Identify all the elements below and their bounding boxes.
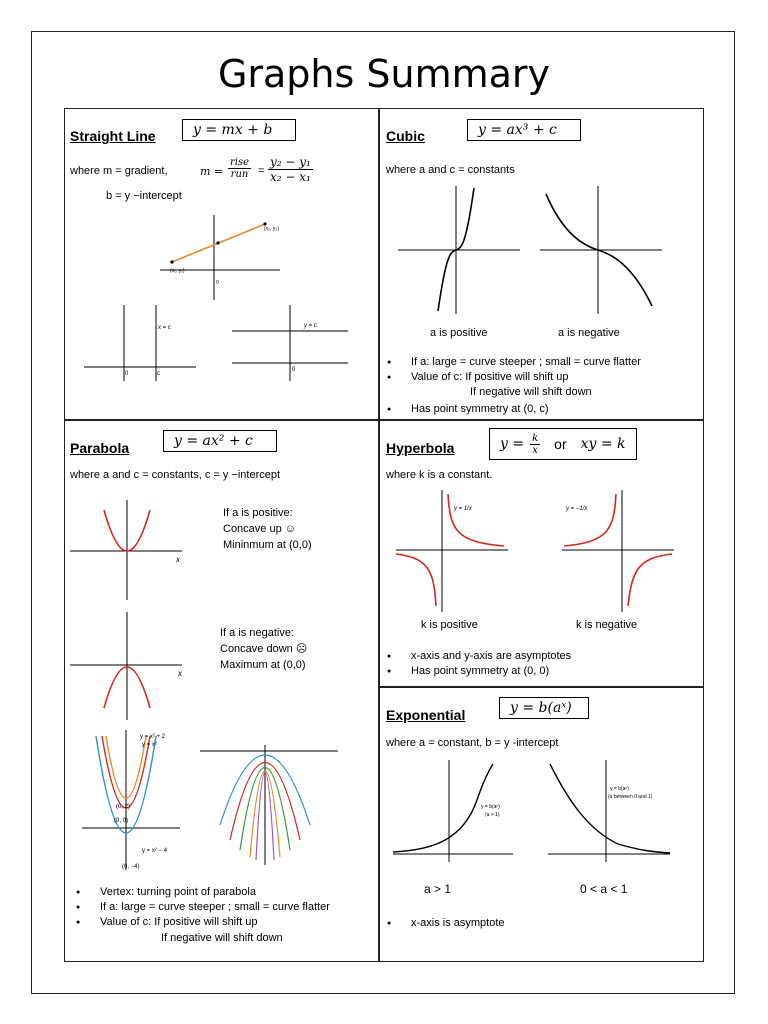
gradient-fraction: [268, 155, 313, 184]
parabola-note-2: ● If a: large = curve steeper ; small = curve flatter: [76, 900, 330, 915]
page-title: Graphs Summary: [217, 52, 551, 96]
hyp-or: or: [554, 436, 567, 452]
exp-label-1: y = b(aˣ): [481, 804, 500, 810]
parabola-note-3: ● Value of c: If positive will shift up: [76, 915, 330, 930]
parabola-shift-down: If negative will shift down: [161, 932, 283, 944]
cubic-shift-down: If negative will shift down: [470, 386, 592, 398]
svg-text:0: 0: [292, 367, 296, 373]
parabola-where: where a and c = constants, c = y −intercept: [70, 469, 281, 481]
hyperbola-note-2: ● Has point symmetry at (0, 0): [387, 664, 571, 679]
cubic-heading: Cubic: [386, 128, 425, 144]
cubic-negative-caption: a is negative: [558, 327, 620, 339]
ex-label-5: y = x² − 4: [142, 848, 168, 854]
svg-text:(x₂, y₂): (x₂, y₂): [264, 226, 279, 232]
straight-line-formula: y = mx + b: [182, 119, 296, 141]
svg-text:y = −1/x: y = −1/x: [566, 506, 588, 512]
ex-label-2: y = x²: [142, 742, 157, 748]
parabola-down-graph: [70, 612, 185, 722]
parabola-neg-line-1: If a is negative:: [220, 627, 294, 639]
svg-text:y = 1/x: y = 1/x: [454, 506, 472, 512]
y-equals-c: y = c: [304, 323, 317, 329]
hyp-y-eq: y =: [500, 436, 525, 452]
exponential-note-1: ● x-axis is asymptote: [387, 916, 505, 931]
rise-over-run: [228, 157, 251, 180]
column-divider: [378, 108, 380, 962]
hyperbola-positive-graph: [396, 490, 511, 615]
x-difference: x₂ − x₁: [270, 170, 311, 184]
ex-label-1: y = x² + 2: [140, 734, 166, 740]
parabola-neg-line-2: Concave down ☹: [220, 643, 308, 655]
hyp-x: x: [532, 444, 538, 456]
ex-label-4: (0, 0): [114, 818, 129, 824]
b-intercept-text: b = y −intercept: [106, 190, 182, 202]
svg-text:c: c: [157, 371, 160, 377]
parabola-note-1: ● Vertex: turning point of parabola: [76, 885, 330, 900]
hyperbola-positive-caption: k is positive: [421, 619, 478, 631]
cubic-formula: y = ax³ + c: [467, 119, 581, 141]
straight-line-heading: Straight Line: [70, 128, 156, 144]
cubic-note-3: ● Has point symmetry at (0, c): [387, 402, 549, 417]
y-difference: y₂ − y₁: [270, 155, 311, 169]
parabola-neg-line-3: Maximum at (0,0): [220, 659, 306, 671]
svg-text:x: x: [178, 669, 182, 678]
parabola-positive-notes: [223, 505, 312, 553]
cubic-negative-graph: [540, 186, 665, 321]
svg-text:x: x: [176, 555, 180, 564]
hyp-k: k: [532, 432, 539, 444]
ex-label-6: (0, −4): [122, 864, 140, 870]
ex-label-3: (0, 2): [116, 804, 131, 810]
cubic-notes-2: [387, 402, 549, 417]
rise-text: rise: [230, 157, 250, 168]
svg-text:0: 0: [125, 371, 129, 377]
exp-label-2: y = b(aˣ): [610, 786, 629, 792]
cubic-where: where a and c = constants: [386, 164, 515, 176]
svg-text:(x₁, y₁): (x₁, y₁): [170, 268, 185, 274]
exponential-decay-graph: [548, 760, 673, 865]
parabola-pos-line-1: If a is positive:: [223, 507, 293, 519]
horizontal-line-graph: [232, 305, 352, 385]
exponential-caption-2: 0 < a < 1: [580, 882, 628, 896]
row-divider-1: [64, 419, 704, 421]
straight-line-where: where m = gradient,: [70, 165, 168, 177]
exponential-notes: [387, 916, 505, 931]
vertical-line-graph: [84, 305, 199, 385]
straight-line-graph: [160, 210, 290, 305]
hyperbola-negative-graph: [562, 490, 677, 615]
cubic-note-1: ● If a: large = curve steeper ; small = curve flatter: [387, 355, 641, 370]
exp-cond-2: (a between 0 and 1): [608, 794, 653, 800]
exponential-growth-graph: [393, 760, 518, 865]
hyp-xy-k: xy = k: [580, 436, 626, 452]
exponential-where: where a = constant, b = y -intercept: [386, 737, 559, 749]
hyperbola-formula: [489, 428, 637, 460]
parabola-heading: Parabola: [70, 440, 130, 456]
parabola-shift-example: [82, 730, 182, 870]
exponential-caption-1: a > 1: [424, 882, 452, 896]
m-equals: m =: [200, 165, 224, 178]
equals-sign: =: [258, 165, 265, 177]
parabola-up-graph: [70, 500, 185, 600]
x-equals-c: x = c: [158, 325, 171, 331]
hyperbola-notes: [387, 649, 571, 679]
hyperbola-note-1: ● x-axis and y-axis are asymptotes: [387, 649, 571, 664]
parabola-negative-notes: [220, 625, 307, 673]
exponential-formula: y = b(aˣ): [499, 697, 589, 719]
hyperbola-negative-caption: k is negative: [576, 619, 638, 631]
svg-text:0: 0: [216, 280, 219, 286]
cubic-positive-caption: a is positive: [430, 327, 488, 339]
parabola-pos-line-2: Concave up ☺: [223, 523, 296, 535]
hyp-k-over-x: [530, 433, 540, 456]
parabola-width-example: [200, 745, 340, 870]
cubic-note-2: ● Value of c: If positive will shift up: [387, 370, 641, 385]
cubic-notes: [387, 355, 641, 385]
cubic-positive-graph: [398, 186, 523, 321]
row-divider-2: [378, 686, 704, 688]
parabola-notes: [76, 885, 330, 930]
hyperbola-where: where k is a constant.: [386, 469, 493, 481]
hyperbola-heading: Hyperbola: [386, 440, 455, 456]
exponential-heading: Exponential: [386, 707, 466, 723]
run-text: run: [230, 169, 249, 180]
exp-cond-1: (a > 1): [485, 812, 500, 818]
parabola-pos-line-3: Mininmum at (0,0): [223, 539, 312, 551]
parabola-formula: y = ax² + c: [163, 430, 277, 452]
